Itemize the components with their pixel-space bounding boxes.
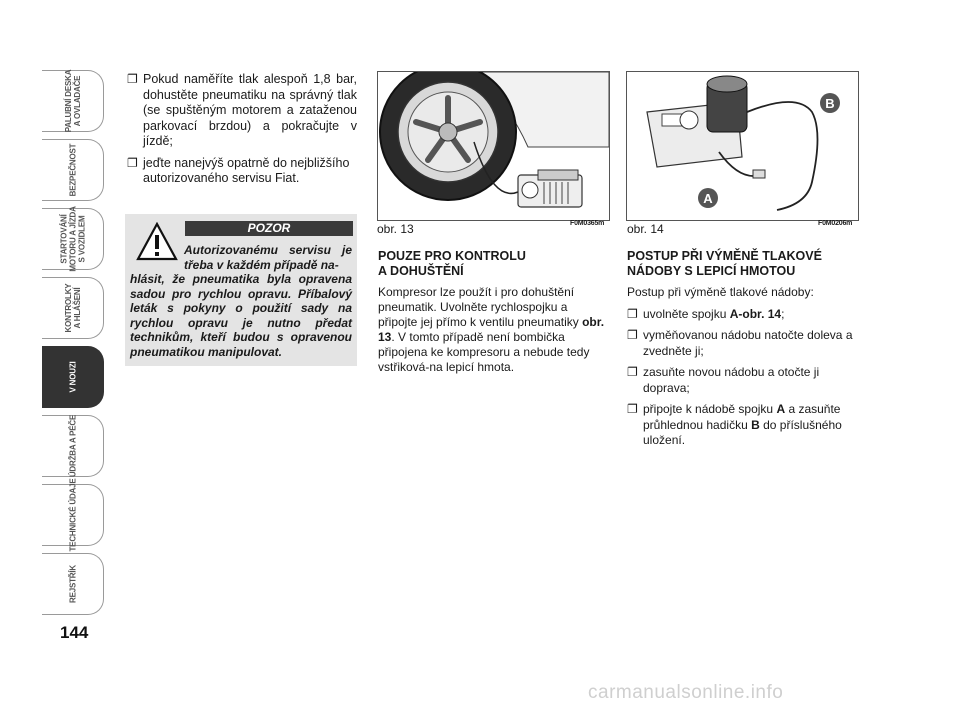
list-item: ❐ připojte k nádobě spojku A a zasuňte průhlednou hadičku B do příslušného uložení. [627,402,842,447]
section-tab[interactable] [42,553,104,615]
section-tab-label: V NOUZI [68,361,77,393]
list-item: ❐ vyměňovanou nádobu natočte doleva a zvedněte ji; [627,328,853,358]
section-tab[interactable] [42,139,104,201]
section-heading: POUZE PRO KONTROLU A DOHUŠTĚNÍ [378,249,526,278]
section-heading: POSTUP PŘI VÝMĚNĚ TLAKOVÉ NÁDOBY S LEPICÍ HMOTOU [627,249,822,278]
list-item: ❐ Pokud naměříte tlak alespoň 1,8 bar, dohustěte pneumatiku na správný tlak (se spuštěným motorem a zataženou parkovací brzdou) a pokračujte v jízdě; [127,72,357,148]
section-tab[interactable] [42,346,104,408]
callout-b-label: B [825,96,835,111]
list-item: ❐ jeďte nanejvýš opatrně do nejbližšího autorizovaného servisu Fiat. [127,155,350,185]
checkbox-bullet-icon: ❐ [627,328,638,342]
checkbox-bullet-icon: ❐ [627,365,638,379]
section-tab[interactable] [42,208,104,270]
checkbox-bullet-icon: ❐ [627,306,638,321]
checkbox-bullet-icon: ❐ [127,72,138,86]
figure-14-caption: obr. 14 [627,222,664,236]
figure-13-code: F0M0365m [570,220,605,227]
middle-column [378,249,608,375]
list-item: ❐ uvolněte spojku A-obr. 14; [627,306,785,321]
checkbox-bullet-icon: ❐ [627,402,638,416]
warning-badge: POZOR [185,221,353,236]
callout-a-label: A [703,191,713,206]
section-tab[interactable] [42,277,104,339]
left-column [127,72,357,193]
section-tab-label: PALUBNÍ DESKA A OVLADAČE [63,69,82,133]
figure-13-caption: obr. 13 [377,222,414,236]
figure-13-image [377,71,610,221]
figure-14-code: F0M0206m [818,220,853,227]
checkbox-bullet-icon: ❐ [127,155,138,170]
sealant-canister-illustration [627,72,858,220]
section-tab[interactable] [42,415,104,477]
section-tab-label: TECHNICKÉ ÚDAJE [68,478,77,552]
section-tab[interactable] [42,478,104,552]
section-tab[interactable] [42,70,104,132]
warning-box [125,214,357,366]
section-tab-label: REJSTŘÍK [68,565,77,603]
section-tab-label: ÚDRŽBA A PÉČE [68,414,77,478]
intro-paragraph: Postup při výměně tlakové nádoby: [627,285,814,299]
body-paragraph: Kompresor lze použít i pro dohuštění pneumatik. Uvolněte rychlospojku a připojte jej přímo k ventilu pneumatiky obr. 13. V tomto případě není bombička připojena ke kompresoru a nebude tedy vstřiková-na lepicí hmota. [378,285,605,374]
figure-14-image [626,71,859,221]
right-column [627,249,859,455]
page-number: 144 [60,623,89,642]
section-tab-label: KONTROLKY A HLÁŠENÍ [63,283,82,333]
tire-compressor-illustration [378,72,609,220]
section-tab-label: BEZPEČNOST [68,143,77,197]
watermark: carmanualsonline.info [588,682,784,703]
list-item: ❐ zasuňte novou nádobu a otočte ji doprava; [627,365,820,395]
warning-text: Autorizovanému servisu je třeba v každém případě na- hlásit, že pneumatika byla opravena sadou pro rychlou opravu. Příbalový leták s pokyny o použití sady na rychlou opravu je nutno předat technikům, kteří budou s opravenou pneumatikou manipulovat. [130,243,352,359]
section-tab-label: STARTOVÁNÍ MOTORU A JÍZDA S VOZIDLEM [59,206,86,272]
